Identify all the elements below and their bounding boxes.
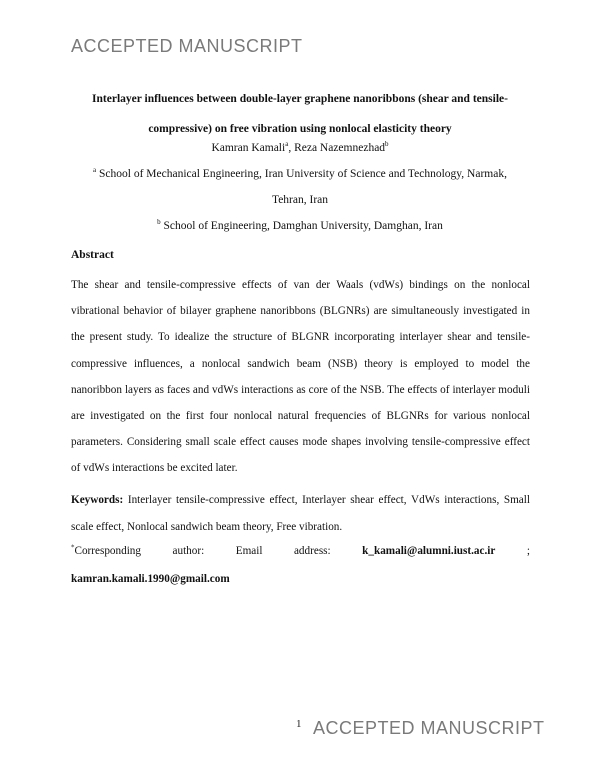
abstract-body: The shear and tensile-compressive effects of van der Waals (vdWs) bindings on the nonlocal vibrational behavior of bilayer graphene nanoribbons (BLGNRs) are simultaneously investigated in the present study. To idealize the structure of BLGNR incorporating interlayer shear and tensile-compressive influences, a nonlocal sandwich beam (NSB) theory is employed to model the nanoribbon layers as faces and vdWs interactions as core of the NSB. The effects of interlayer moduli are investigated on the first four nonlocal natural frequencies of BLGNRs for various nonlocal parameters. Considering small scale effect causes mode shapes involving tensile-compressive effect of vdWs interactions be excited later. [71,279,530,475]
author-2-affiliation-mark: b [385,140,389,149]
accepted-manuscript-banner-bottom: ACCEPTED MANUSCRIPT [313,718,545,738]
keywords-label: Keywords: [71,494,124,506]
affiliation-a-mark: a [93,166,97,175]
affiliation-b [71,220,529,232]
page-number: 1 [296,718,302,730]
keywords-paragraph [71,487,530,540]
affiliation-a-line-2: Tehran, Iran [271,194,329,206]
correspondence-word-3: Email [235,545,263,557]
affiliation-a-line-1 [71,168,529,180]
affiliation-b-mark: b [157,218,161,227]
correspondence-word-2: author: [172,545,205,557]
author-1: Kamran Kamali [211,142,286,154]
author-separator: , [288,142,295,154]
paper-title: Interlayer influences between double-layer graphene nanoribbons (shear and tensile-compressive) on free vibration using nonlocal elasticity theory [92,93,508,135]
email-link-2[interactable]: kamran.kamali.1990@gmail.com [71,573,230,585]
correspondence-line [71,545,530,557]
correspondence-semicolon: ; [526,545,530,557]
affiliation-a-text: School of Mechanical Engineering, Iran University of Science and Technology, Narmak, [99,168,507,180]
correspondence-word-1 [71,545,141,557]
correspondence-word-4: address: [293,545,331,557]
correspondence-text-1: Corresponding [74,545,141,557]
author-1-affiliation-mark: a [285,140,289,149]
abstract-heading: Abstract [71,249,114,261]
keywords-text: Interlayer tensile-compressive effect, Interlayer shear effect, VdWs interactions, Small scale effect, Nonlocal sandwich beam theory, Free vibration. [71,494,530,533]
author-line [71,142,529,154]
email-link-1[interactable]: k_kamali@alumni.iust.ac.ir [362,545,496,557]
author-2: Reza Nazemnezhad [294,142,386,154]
accepted-manuscript-banner-top: ACCEPTED MANUSCRIPT [71,36,303,56]
corresponding-mark: * [71,543,75,552]
affiliation-b-text: School of Engineering, Damghan University, Damghan, Iran [163,220,443,232]
